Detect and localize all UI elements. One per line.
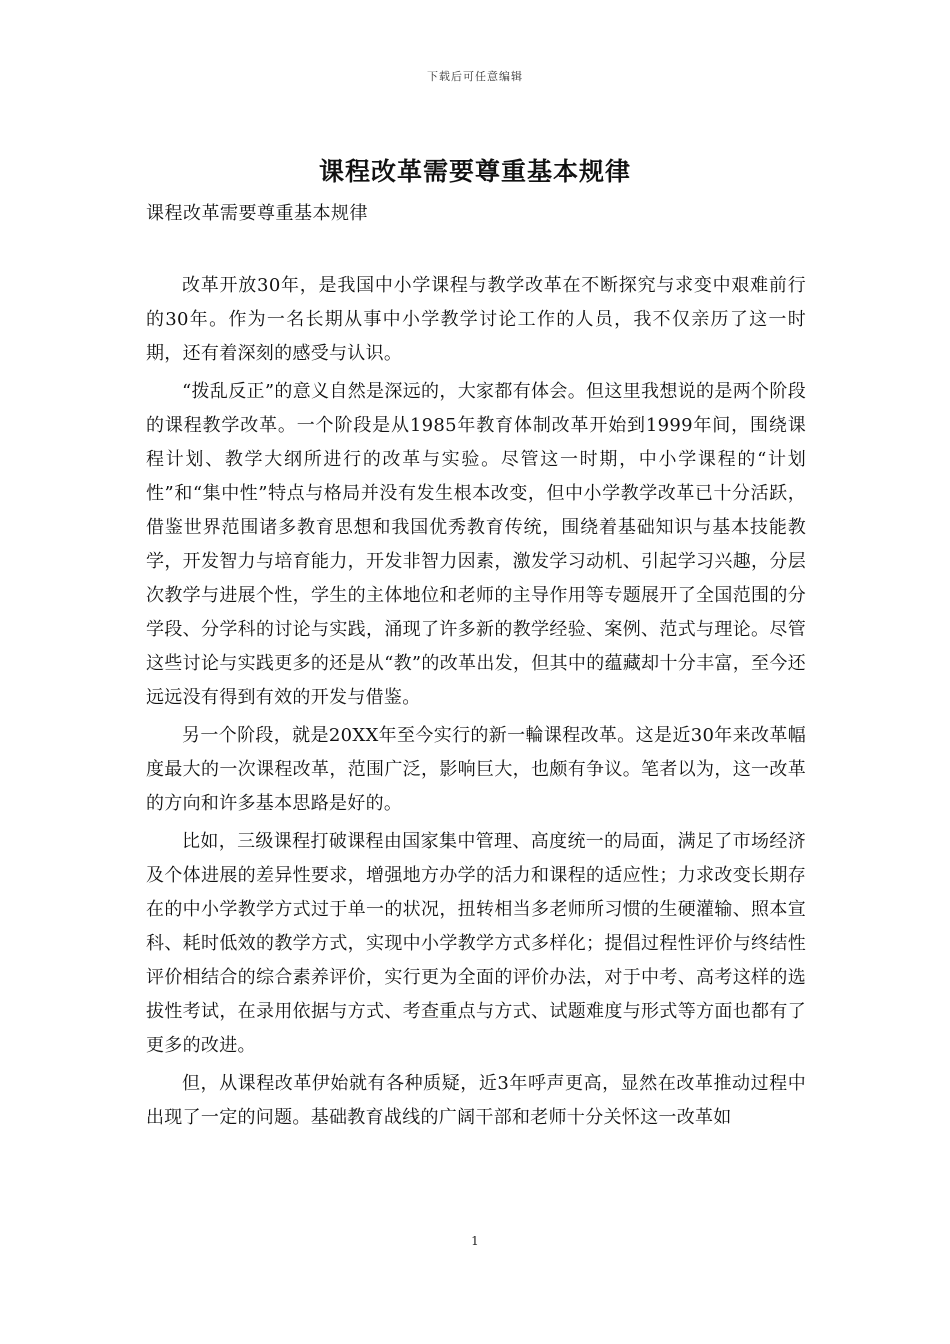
paragraph: 但，从课程改革伊始就有各种质疑，近3年呼声更高，显然在改革推动过程中出现了一定的问题。基础教育战线的广阔干部和老师十分关怀这一改革如	[146, 1073, 806, 1128]
document-title: 课程改革需要尊重基本规律	[318, 157, 631, 186]
document-body	[146, 269, 806, 1139]
paragraph: 另一个阶段，就是20XX年至今实行的新一輪课程改革。这是近30年来改革幅度最大的一次课程改革，范围广泛，影响巨大，也颇有争议。笔者以为，这一改革的方向和许多基本思路是好的。	[146, 725, 806, 814]
paragraph: 比如，三级课程打破课程由国家集中管理、高度统一的局面，满足了市场经济及个体进展的差异性要求，增强地方办学的活力和课程的适应性；力求改变长期存在的中小学教学方式过于单一的状况，扭转相当多老师所习惯的生硬灌输、照本宣科、耗时低效的教学方式，实现中小学教学方式多样化；提倡过程性评价与终结性评价相结合的综合素养评价，实行更为全面的评价办法，对于中考、高考这样的选拔性考试，在录用依据与方式、考查重点与方式、试题难度与形式等方面也都有了更多的改进。	[146, 831, 806, 1056]
paragraph: 改革开放30年，是我国中小学课程与教学改革在不断探究与求变中艰难前行的30年。作为一名长期从事中小学教学讨论工作的人员，我不仅亲历了这一时期，还有着深刻的感受与认识。	[146, 275, 806, 364]
header-note: 下载后可任意编辑	[427, 70, 523, 83]
paragraph: “拨乱反正”的意义自然是深远的，大家都有体会。但这里我想说的是两个阶段的课程教学改革。一个阶段是从1985年教育体制改革开始到1999年间，围绕课程计划、教学大纲所进行的改革与实验。尽管这一时期，中小学课程的“计划性”和“集中性”特点与格局并没有发生根本改变，但中小学教学改革已十分活跃，借鉴世界范围诸多教育思想和我国优秀教育传统，围绕着基础知识与基本技能教学，开发智力与培育能力，开发非智力因素，激发学习动机、引起学习兴趣，分层次教学与进展个性，学生的主体地位和老师的主导作用等专题展开了全国范围的分学段、分学科的讨论与实践，涌现了许多新的教学经验、案例、范式与理论。尽管这些讨论与实践更多的还是从“教”的改革出发，但其中的蕴藏却十分丰富，至今还远远没有得到有效的开发与借鉴。	[146, 381, 806, 708]
page-number: 1	[471, 1234, 479, 1248]
document-subtitle: 课程改革需要尊重基本规律	[146, 203, 368, 224]
